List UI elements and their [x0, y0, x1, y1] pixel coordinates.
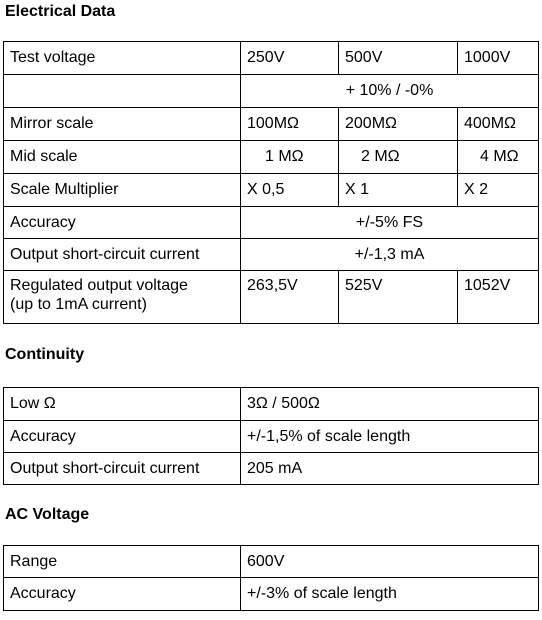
regulated-voltage-label	[4, 271, 241, 324]
scale-multiplier-1: X 1	[339, 174, 458, 207]
voltage-tolerance: + 10% / -0%	[241, 75, 539, 108]
accuracy-value: +/-5% FS	[241, 207, 539, 239]
table-row	[4, 108, 539, 141]
short-circuit-label: Output short-circuit current	[4, 239, 241, 271]
electrical-data-table	[3, 41, 539, 324]
mirror-scale-100: 100MΩ	[241, 108, 339, 141]
continuity-table	[3, 387, 539, 485]
low-ohm-value: 3Ω / 500Ω	[241, 388, 539, 421]
accuracy-label: Accuracy	[4, 207, 241, 239]
ac-accuracy-value: +/-3% of scale length	[241, 578, 539, 611]
mid-scale-4: 4 MΩ	[458, 141, 539, 174]
test-voltage-500: 500V	[339, 42, 458, 75]
mid-scale-label: Mid scale	[4, 141, 241, 174]
ac-accuracy-label: Accuracy	[4, 578, 241, 611]
ac-voltage-heading: AC Voltage	[5, 506, 90, 523]
regulated-voltage-500: 525V	[339, 271, 458, 324]
test-voltage-label: Test voltage	[4, 42, 241, 75]
continuity-accuracy-label: Accuracy	[4, 421, 241, 453]
scale-multiplier-05: X 0,5	[241, 174, 339, 207]
table-row	[4, 75, 539, 108]
scale-multiplier-label: Scale Multiplier	[4, 174, 241, 207]
regulated-voltage-1000: 1052V	[458, 271, 539, 324]
table-row	[4, 453, 539, 485]
table-row	[4, 578, 539, 611]
continuity-accuracy-value: +/-1,5% of scale length	[241, 421, 539, 453]
table-row	[4, 546, 539, 578]
mid-scale-1: 1 MΩ	[241, 141, 339, 174]
regulated-voltage-label-line1: Regulated output voltage	[10, 277, 188, 294]
short-circuit-value: +/-1,3 mA	[241, 239, 539, 271]
mirror-scale-label: Mirror scale	[4, 108, 241, 141]
continuity-heading: Continuity	[5, 346, 85, 363]
mirror-scale-200: 200MΩ	[339, 108, 458, 141]
scale-multiplier-2: X 2	[458, 174, 539, 207]
range-value: 600V	[241, 546, 539, 578]
regulated-voltage-label-line2: (up to 1mA current)	[10, 296, 147, 313]
mirror-scale-400: 400MΩ	[458, 108, 539, 141]
test-voltage-250: 250V	[241, 42, 339, 75]
table-row	[4, 207, 539, 239]
electrical-data-heading: Electrical Data	[5, 3, 116, 20]
table-row	[4, 271, 539, 324]
continuity-short-circuit-value: 205 mA	[241, 453, 539, 485]
empty-cell	[4, 75, 241, 108]
range-label: Range	[4, 546, 241, 578]
table-row	[4, 388, 539, 421]
table-row	[4, 174, 539, 207]
table-row	[4, 239, 539, 271]
ac-voltage-table	[3, 545, 539, 611]
table-row	[4, 42, 539, 75]
test-voltage-1000: 1000V	[458, 42, 539, 75]
mid-scale-2: 2 MΩ	[339, 141, 458, 174]
low-ohm-label: Low Ω	[4, 388, 241, 421]
regulated-voltage-250: 263,5V	[241, 271, 339, 324]
table-row	[4, 141, 539, 174]
table-row	[4, 421, 539, 453]
continuity-short-circuit-label: Output short-circuit current	[4, 453, 241, 485]
